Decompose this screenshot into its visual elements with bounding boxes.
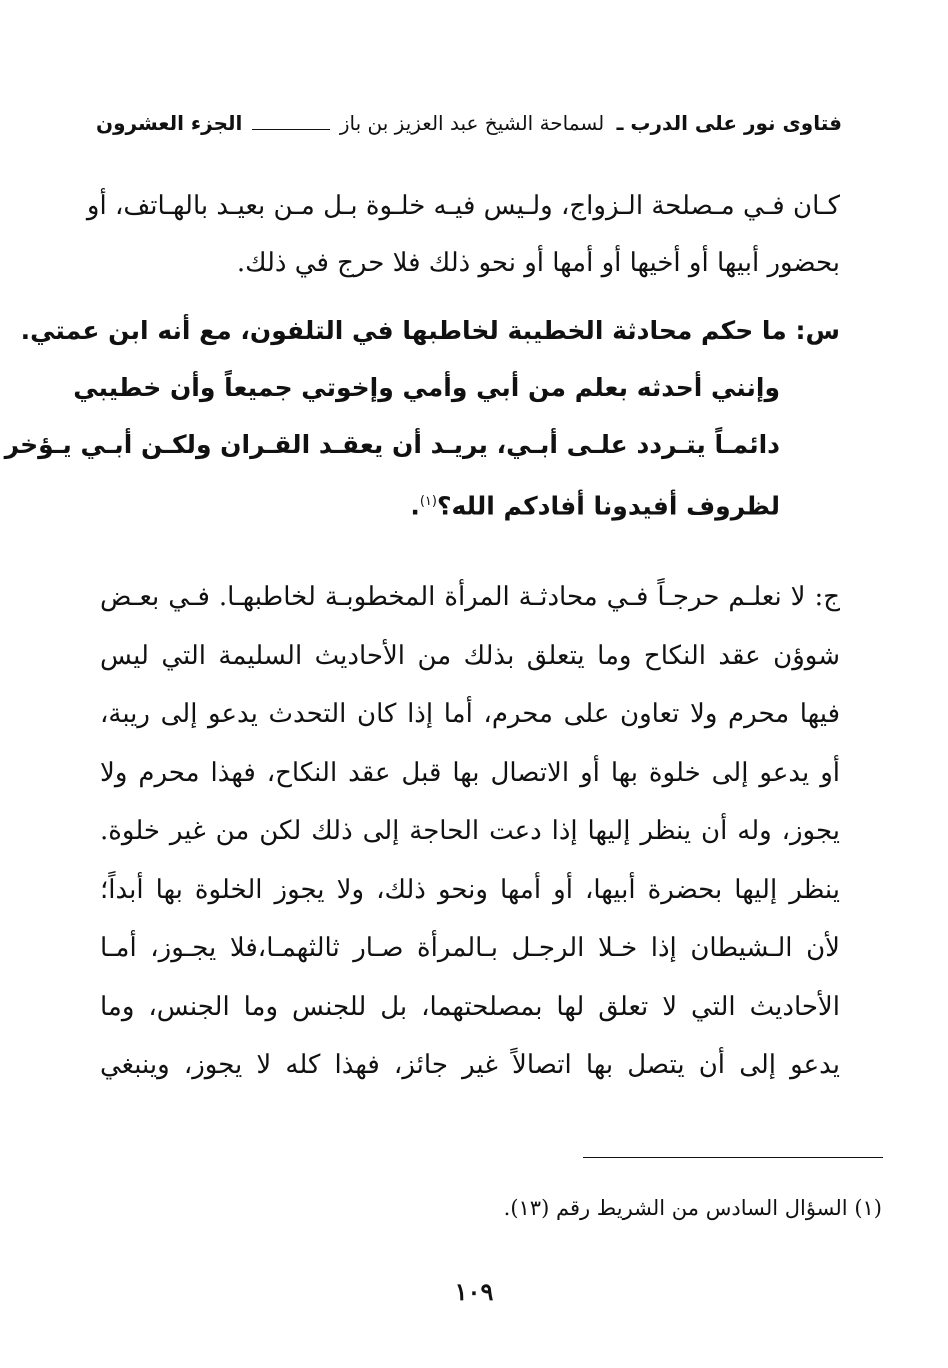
question-last-line [100,473,840,534]
answer-line: يدعو إلى أن يتصل بها اتصالاً غير جائز، فهذا كله لا يجوز، وينبغي [100,1050,840,1080]
footnote-marker: (١) [419,494,437,509]
answer-line: فيها محرم ولا تعاون على محرم، أما إذا كان التحدث يدعو إلى ريبة، [100,699,840,729]
page-number: ١٠٩ [454,1277,494,1306]
header-series-title: فتاوى نور على الدرب ـ [616,111,842,135]
question-line: دائمـاً يتـردد علـى أبـي، يريـد أن يعقـد القـران ولكـن أبـي يـؤخر [4,430,780,459]
question-line: وإنني أحدثه بعلم من أبي وأمي وإخوتي جميعاً وأن خطيبي [73,373,780,402]
header-volume: الجزء العشرون [96,111,243,135]
answer-line: يجوز، وله أن ينظر إليها إذا دعت الحاجة إلى ذلك لكن من غير خلوة. [100,816,840,846]
header-series [340,111,842,135]
footnote-text: (١) السؤال السادس من الشريط رقم (١٣). [503,1196,882,1220]
running-header [96,103,842,143]
question-line-text: لظروف أفيدونا أفادكم الله؟ [436,491,780,521]
answer-paragraph [100,568,840,1095]
answer-line: ينظر إليها بحضرة أبيها، أو أمها ونحو ذلك، ولا يجوز الخلوة بها أبداً؛ [100,874,840,905]
header-author: لسماحة الشيخ عبد العزيز بن باز [339,111,605,135]
answer-line: ج: لا نعلـم حرجـاً فـي محادثـة المرأة المخطوبـة لخاطبهـا. فـي بعـض [100,582,840,612]
answer-line: لأن الـشيطان إذا خـلا الرجـل بـالمرأة صـار ثالثهمـا،فلا يجـوز، أمـا [100,933,840,963]
answer-line: أو يدعو إلى خلوة بها أو الاتصال بها قبل عقد النكاح، فهذا محرم ولا [100,757,840,788]
intro-line: بحضور أبيها أو أخيها أو أمها أو نحو ذلك فلا حرج في ذلك. [236,248,840,278]
answer-line: الأحاديث التي لا تعلق لها بمصلحتهما، بل للجنس وما الجنس، وما [100,991,840,1022]
question-end-mark: . [410,491,420,521]
header-rule [252,129,329,130]
question-line: س: ما حكم محادثة الخطيبة لخاطبها في التلفون، مع أنه ابن عمتي. [20,316,840,345]
answer-line: شوؤن عقد النكاح وما يتعلق بذلك من الأحاديث السليمة التي ليس [100,640,840,671]
question-paragraph [4,302,840,534]
intro-line: كـان فـي مـصلحة الـزواج، ولـيس فيـه خلـوة بـل مـن بعيـد بالهـاتف، أو [86,191,840,221]
intro-paragraph [86,178,840,292]
footnote-separator [583,1157,883,1158]
